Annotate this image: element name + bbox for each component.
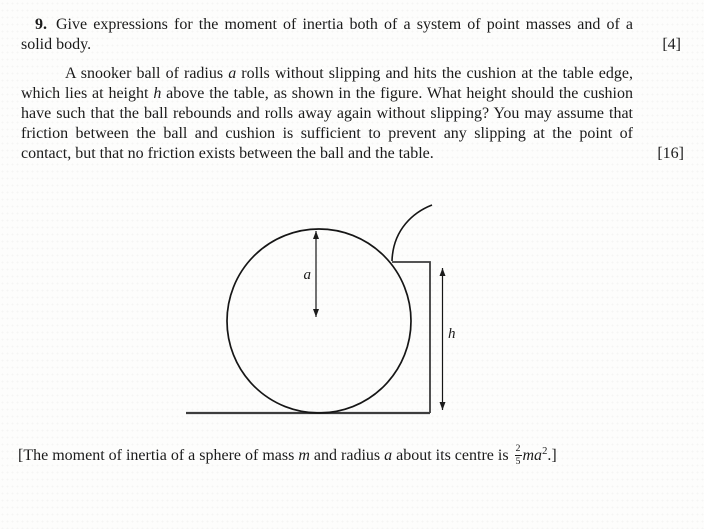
contact-leader-curve (392, 205, 432, 261)
question-number: 9. (35, 16, 47, 33)
body-text-segment: A snooker ball of radius (65, 65, 229, 82)
height-label: h (448, 326, 456, 342)
question-text-block (21, 15, 684, 164)
variable-h: h (153, 85, 162, 102)
fraction-numerator: 2 (515, 443, 521, 454)
variable-a: a (384, 446, 393, 464)
marks-badge-4: [4] (662, 36, 681, 53)
variable-a: a (228, 65, 237, 82)
formula-exponent: 2 (542, 445, 548, 457)
footnote-text-segment: and radius (309, 446, 385, 464)
moment-of-inertia-footnote (18, 444, 557, 467)
fraction-two-fifths (515, 444, 522, 467)
body-text-segment: above the table, as shown in the figure. What height should the cushion have such that the ball rebounds and rolls away again without slipping? You may assume that friction between the ball and cushion is sufficient to prevent any slipping at the point of contact, but that no friction exists between the ball and the table. (21, 85, 634, 162)
radius-label: a (303, 267, 311, 283)
formula-ma: ma (522, 446, 543, 464)
marks-badge-16: [16] (657, 145, 684, 162)
question-9-intro (21, 15, 681, 55)
footnote-text-segment: .] (547, 446, 557, 464)
ball-circle (227, 229, 411, 413)
variable-m: m (298, 446, 310, 464)
fraction-denominator: 5 (515, 455, 521, 467)
body-text-segment: rolls without slipping and hits the cushion at the table edge, which lies at height (21, 65, 634, 102)
cushion-outline (392, 262, 430, 413)
question-9-body (21, 64, 684, 164)
footnote-text-segment: [The moment of inertia of a sphere of mass (18, 446, 299, 464)
question-intro-text: Give expressions for the moment of inertia both of a system of point masses and of a solid body. (21, 16, 633, 53)
footnote-text-segment: about its centre is (392, 446, 513, 464)
